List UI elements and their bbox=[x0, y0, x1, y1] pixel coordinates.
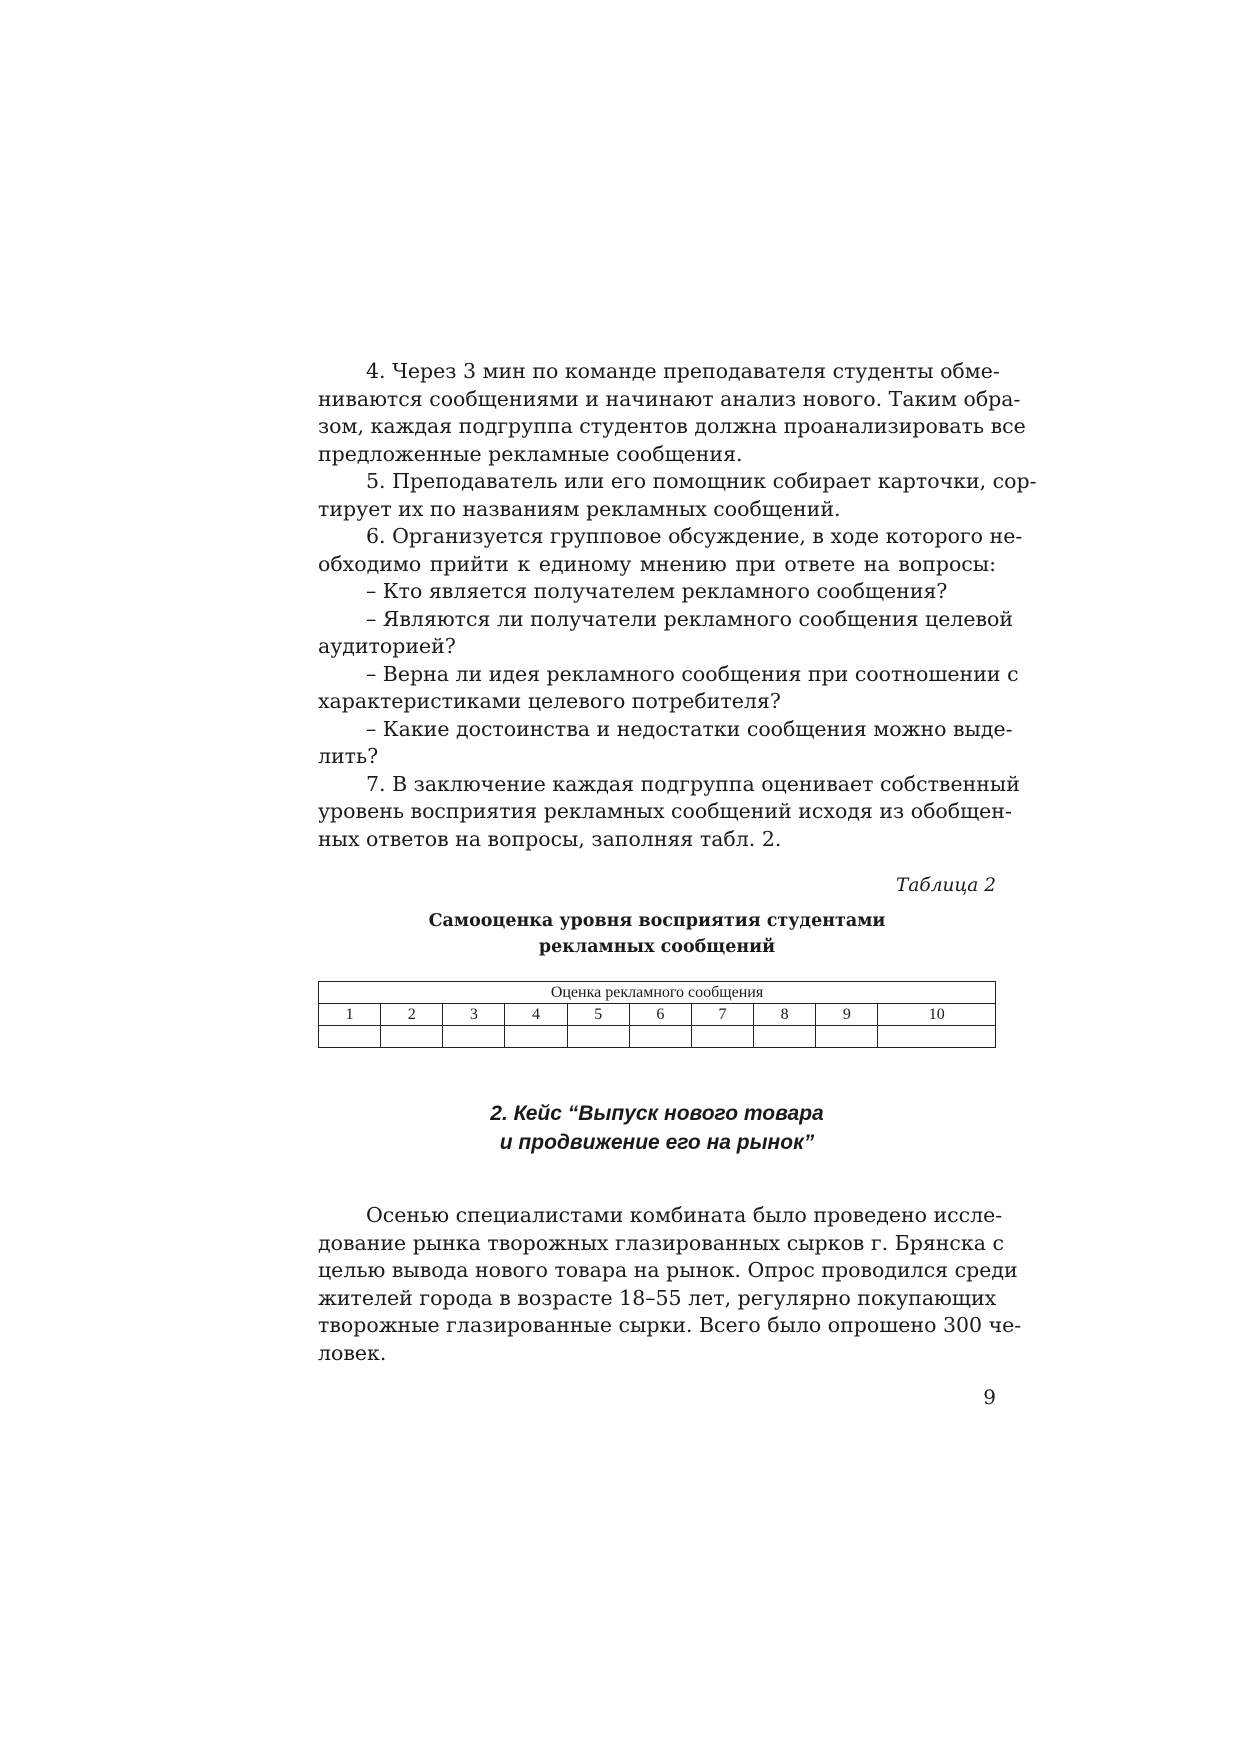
table-columns-row bbox=[319, 1004, 996, 1026]
text-line: Осенью специалистами комбината было проведено иссле- bbox=[366, 1203, 1003, 1227]
text-line: характеристиками целевого потребителя? bbox=[318, 689, 781, 713]
table-header-cell: Оценка рекламного сообщения bbox=[319, 982, 996, 1004]
table-cell bbox=[691, 1026, 753, 1048]
text-line: 4. Через 3 мин по команде преподавателя студенты обме- bbox=[366, 359, 1000, 383]
table-cell bbox=[816, 1026, 878, 1048]
table-cell bbox=[629, 1026, 691, 1048]
table-cell bbox=[443, 1026, 505, 1048]
table-cell bbox=[567, 1026, 629, 1048]
text-line: целью вывода нового товара на рынок. Опрос проводился среди bbox=[318, 1258, 1018, 1282]
text-line: ных ответов на вопросы, заполняя табл. 2. bbox=[318, 826, 782, 851]
column-header: 1 bbox=[319, 1004, 381, 1026]
table-cell bbox=[878, 1026, 996, 1048]
text-line: предложенные рекламные сообщения. bbox=[318, 441, 743, 466]
text-line: творожные глазированные сырки. Всего было опрошено 300 че- bbox=[318, 1313, 1022, 1337]
column-header: 9 bbox=[816, 1004, 878, 1026]
table-cell bbox=[319, 1026, 381, 1048]
text-line: аудиторией? bbox=[318, 634, 456, 658]
page-number: 9 bbox=[983, 1385, 996, 1409]
table-label: Таблица 2 bbox=[896, 875, 996, 896]
table-cell bbox=[505, 1026, 567, 1048]
text-line: 6. Организуется групповое обсуждение, в ходе которого не- bbox=[366, 524, 1023, 548]
column-header: 2 bbox=[381, 1004, 443, 1026]
column-header: 3 bbox=[443, 1004, 505, 1026]
rating-table bbox=[318, 981, 996, 1048]
text-line: – Верна ли идея рекламного сообщения при соотношении с bbox=[366, 661, 1019, 686]
section-title-line: 2. Кейс “Выпуск нового товара bbox=[490, 1102, 824, 1125]
paragraph-block-2 bbox=[318, 1202, 1022, 1367]
section-title bbox=[318, 1099, 996, 1157]
table-cell bbox=[381, 1026, 443, 1048]
page-content bbox=[318, 358, 1037, 1409]
section-title-line: и продвижение его на рынок” bbox=[499, 1131, 815, 1154]
text-line: 7. В заключение каждая подгруппа оценивает собственный bbox=[366, 771, 1020, 796]
text-line: – Являются ли получатели рекламного сообщения целевой bbox=[366, 606, 1014, 631]
table-title-line: Самооценка уровня восприятия студентами bbox=[428, 911, 886, 931]
text-line: жителей города в возрасте 18–55 лет, регулярно покупающих bbox=[318, 1285, 997, 1310]
table-cell bbox=[754, 1026, 816, 1048]
paragraph-block-1 bbox=[318, 358, 1037, 853]
text-line: – Какие достоинства и недостатки сообщения можно выде- bbox=[366, 716, 1013, 741]
text-line: 5. Преподаватель или его помощник собирает карточки, сор- bbox=[366, 469, 1037, 493]
text-line: ниваются сообщениями и начинают анализ нового. Таким обра- bbox=[318, 386, 1021, 411]
text-line: лить? bbox=[318, 744, 379, 768]
column-header: 10 bbox=[878, 1004, 996, 1026]
text-line: обходимо прийти к единому мнению при ответе на вопросы: bbox=[318, 551, 996, 576]
column-header: 6 bbox=[629, 1004, 691, 1026]
table-title bbox=[318, 908, 996, 960]
text-line: тирует их по названиям рекламных сообщений. bbox=[318, 496, 841, 521]
column-header: 7 bbox=[691, 1004, 753, 1026]
table-title-line: рекламных сообщений bbox=[538, 937, 776, 957]
table-header-row bbox=[319, 982, 996, 1004]
column-header: 5 bbox=[567, 1004, 629, 1026]
column-header: 4 bbox=[505, 1004, 567, 1026]
text-line: ловек. bbox=[318, 1340, 387, 1365]
text-line: уровень восприятия рекламных сообщений исходя из обобщен- bbox=[318, 799, 1012, 823]
text-line: зом, каждая подгруппа студентов должна проанализировать все bbox=[318, 414, 1026, 438]
text-line: – Кто является получателем рекламного сообщения? bbox=[366, 579, 948, 603]
text-line: дование рынка творожных глазированных сырков г. Брянска с bbox=[318, 1230, 1004, 1255]
column-header: 8 bbox=[754, 1004, 816, 1026]
table-empty-row bbox=[319, 1026, 996, 1048]
